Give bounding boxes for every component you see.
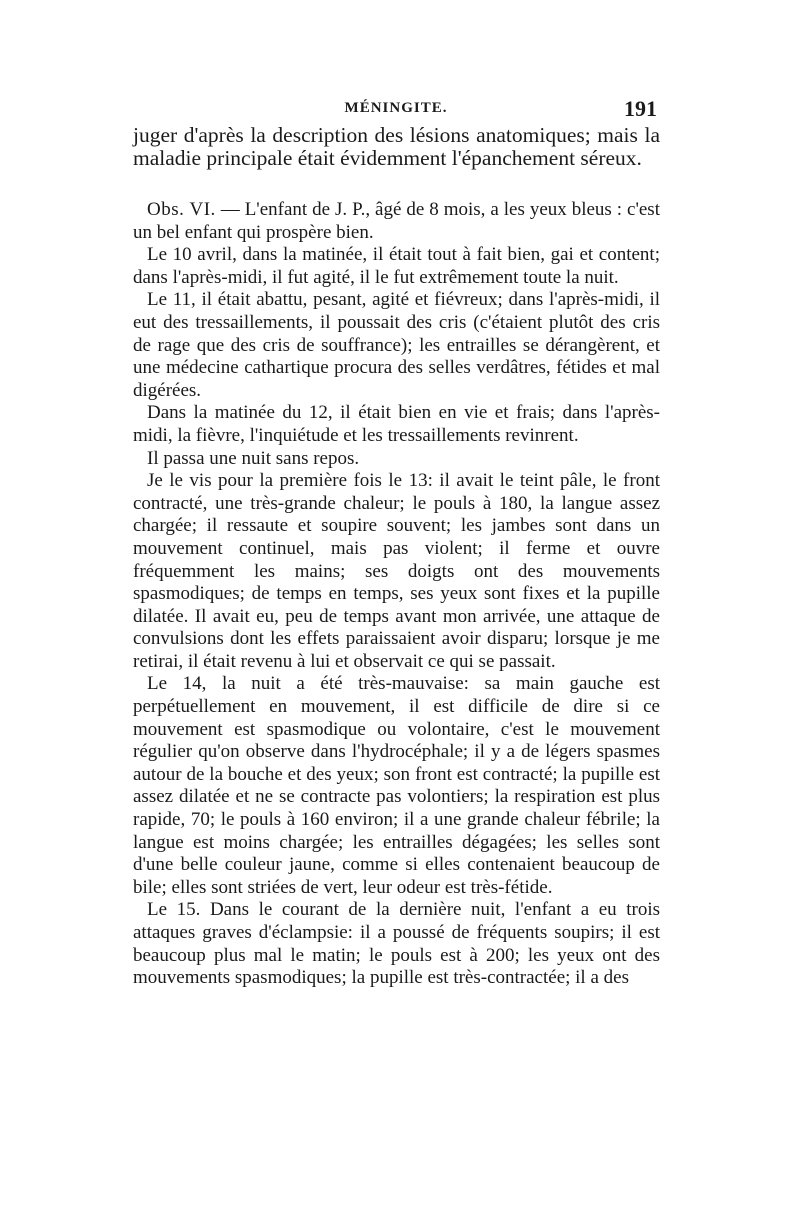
paragraph-day-11: Le 11, il était abattu, pesant, agité et fiévreux; dans l'après-midi, il eut des tressaillements, il poussait des cris (c'étaient plutôt des cris de rage que des cris de souffrance); les entrailles se dérangèrent, et une médecine cathartique procura des selles verdâtres, fétides et mal digérées. [133,289,660,401]
paragraph-day-14: Le 14, la nuit a été très-mauvaise: sa main gauche est perpétuellement en mouvement, il est difficile de dire si ce mouvement est spasmodique ou volontaire, c'est le mouvement régulier qu'on observe dans l'hydrocéphale; il y a de légers spasmes autour de la bouche et des yeux; son front est contracté; la pupille est assez dilatée et ne se contracte pas volontiers; la respiration est plus rapide, 70; le pouls à 160 environ; il a une grande chaleur fébrile; la langue est moins chargée; les entrailles dégagées; les selles sont d'une belle couleur jaune, comme si elles contenaient beaucoup de bile; elles sont striées de vert, leur odeur est très-fétide. [133,673,660,898]
observation-intro [133,199,660,244]
page-header [135,96,657,122]
body-text [133,124,660,990]
paragraph-day-15: Le 15. Dans le courant de la dernière nuit, l'enfant a eu trois attaques graves d'éclampsie: il a poussé de fréquents soupirs; il est beaucoup plus mal le matin; le pouls est à 200; les yeux ont des mouvements spasmodiques; la pupille est très-contractée; il a des [133,899,660,989]
opening-paragraph: juger d'après la description des lésions anatomiques; mais la maladie principale était évidemment l'épanchement séreux. [133,123,660,170]
paragraph-april-10: Le 10 avril, dans la matinée, il était tout à fait bien, gai et content; dans l'après-midi, il fut agité, il le fut extrêmement toute la nuit. [133,244,660,288]
running-head: MÉNINGITE. [344,100,448,116]
paragraph-day-13: Je le vis pour la première fois le 13: il avait le teint pâle, le front contracté, une très-grande chaleur; le pouls à 180, la langue assez chargée; il ressaute et soupire souvent; les jambes sont dans un mouvement continuel, mais pas violent; il ferme et ouvre fréquemment les mains; ses doigts ont des mouvements spasmodiques; de temps en temps, ses yeux sont fixes et la pupille dilatée. Il avait eu, peu de temps avant mon arrivée, une attaque de convulsions dont les effets paraissaient avoir disparu; lorsque je me retirai, il était revenu à lui et observait ce qui se passait. [133,470,660,672]
observation-intro-text: — L'enfant de J. P., âgé de 8 mois, a les yeux bleus : c'est un bel enfant qui prospère bien. [133,199,660,243]
paragraph-night: Il passa une nuit sans repos. [147,447,360,469]
observation-title: Obs. VI. [147,199,216,220]
page-number: 191 [624,96,657,121]
paragraph-day-12: Dans la matinée du 12, il était bien en vie et frais; dans l'après-midi, la fièvre, l'inquiétude et les tressaillements revinrent. [133,402,660,446]
